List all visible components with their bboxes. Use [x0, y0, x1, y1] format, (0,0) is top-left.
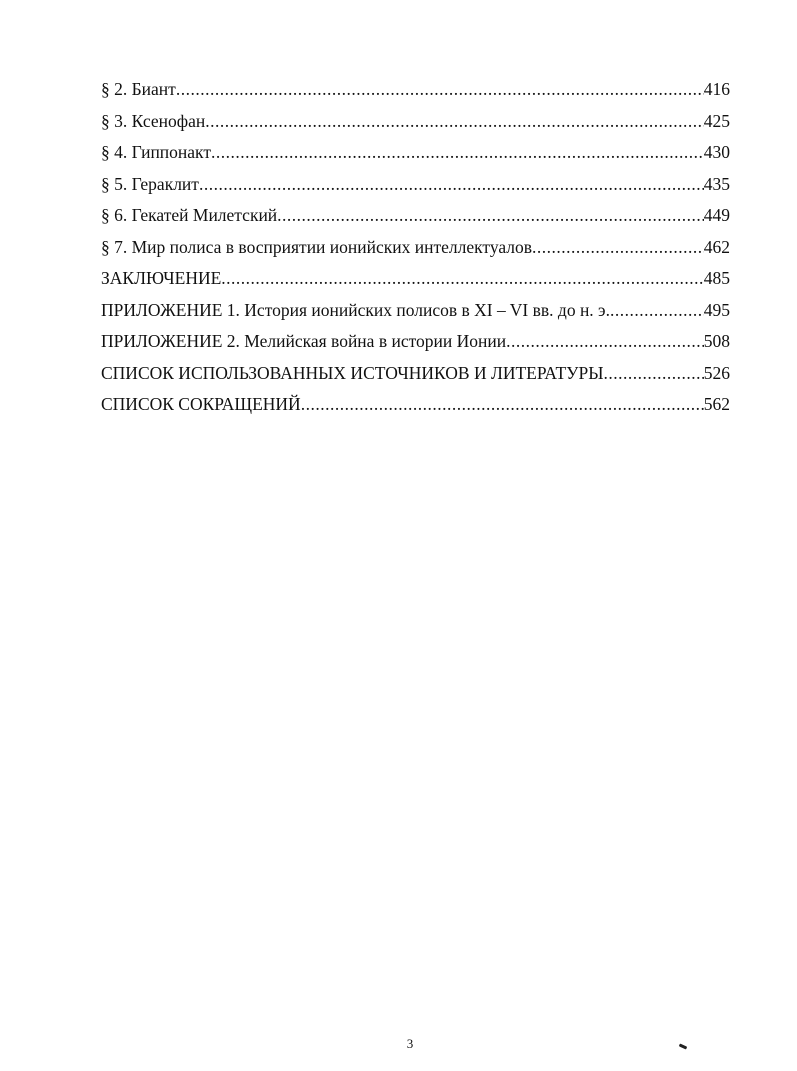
- toc-entry-page: 435: [703, 173, 730, 194]
- toc-entry-abbreviations[interactable]: [101, 391, 730, 423]
- dot-leader: [604, 360, 704, 386]
- toc-entry-polis-world[interactable]: [101, 234, 730, 266]
- toc-entry-title: § 7. Мир полиса в восприятии ионийских интеллектуалов: [101, 236, 533, 257]
- toc-entry-title: § 5. Гераклит: [101, 173, 199, 194]
- page-number: 3: [406, 1036, 414, 1051]
- toc-entry-page: 495: [703, 299, 730, 320]
- toc-entry-bibliography[interactable]: [101, 360, 730, 392]
- toc-entry-page: 449: [703, 205, 730, 225]
- toc-entry-appendix-2[interactable]: [101, 328, 730, 360]
- toc-entry-appendix-1[interactable]: [101, 297, 730, 329]
- toc-entry-title: СПИСОК СОКРАЩЕНИЙ: [101, 394, 301, 414]
- toc-entry-title: § 4. Гиппонакт: [101, 142, 211, 162]
- toc-entry-title: ПРИЛОЖЕНИЕ 1. История ионийских полисов в XI – VI вв. до н. э.: [101, 299, 610, 320]
- toc-entry-page: 425: [703, 110, 730, 131]
- toc-entry-title: СПИСОК ИСПОЛЬЗОВАННЫХ ИСТОЧНИКОВ И ЛИТЕРАТУРЫ: [101, 362, 604, 383]
- dot-leader: [532, 234, 704, 260]
- dot-leader: [199, 171, 704, 197]
- toc-entry-biant[interactable]: [101, 76, 730, 108]
- toc-entry-title: § 6. Гекатей Милетский: [101, 205, 278, 225]
- dot-leader: [205, 108, 704, 134]
- toc-entry-page: 416: [703, 79, 730, 99]
- dot-leader: [221, 265, 703, 291]
- dot-leader: [506, 328, 704, 354]
- toc-entry-hecataeus[interactable]: [101, 202, 730, 234]
- toc-entry-page: 526: [703, 362, 730, 383]
- toc-entry-page: 508: [703, 331, 730, 351]
- toc-entry-title: ЗАКЛЮЧЕНИЕ: [101, 268, 222, 288]
- toc-entry-page: 562: [703, 394, 730, 414]
- toc-entry-page: 430: [703, 142, 730, 162]
- dot-leader: [176, 76, 704, 102]
- toc-entry-heraclitus[interactable]: [101, 171, 730, 203]
- toc-entry-title: ПРИЛОЖЕНИЕ 2. Мелийская война в истории Ионии: [101, 331, 507, 351]
- toc-entry-title: § 2. Биант: [101, 79, 176, 99]
- dot-leader: [610, 297, 704, 323]
- dot-leader: [277, 202, 704, 228]
- toc-entry-conclusion[interactable]: [101, 265, 730, 297]
- toc-entry-page: 485: [703, 268, 730, 288]
- dot-leader: [301, 391, 704, 417]
- toc-entry-title: § 3. Ксенофан: [101, 110, 206, 131]
- table-of-contents: [101, 76, 730, 423]
- dot-leader: [211, 139, 704, 165]
- toc-entry-xenophanes[interactable]: [101, 108, 730, 140]
- toc-entry-page: 462: [703, 236, 730, 257]
- toc-entry-hipponax[interactable]: [101, 139, 730, 171]
